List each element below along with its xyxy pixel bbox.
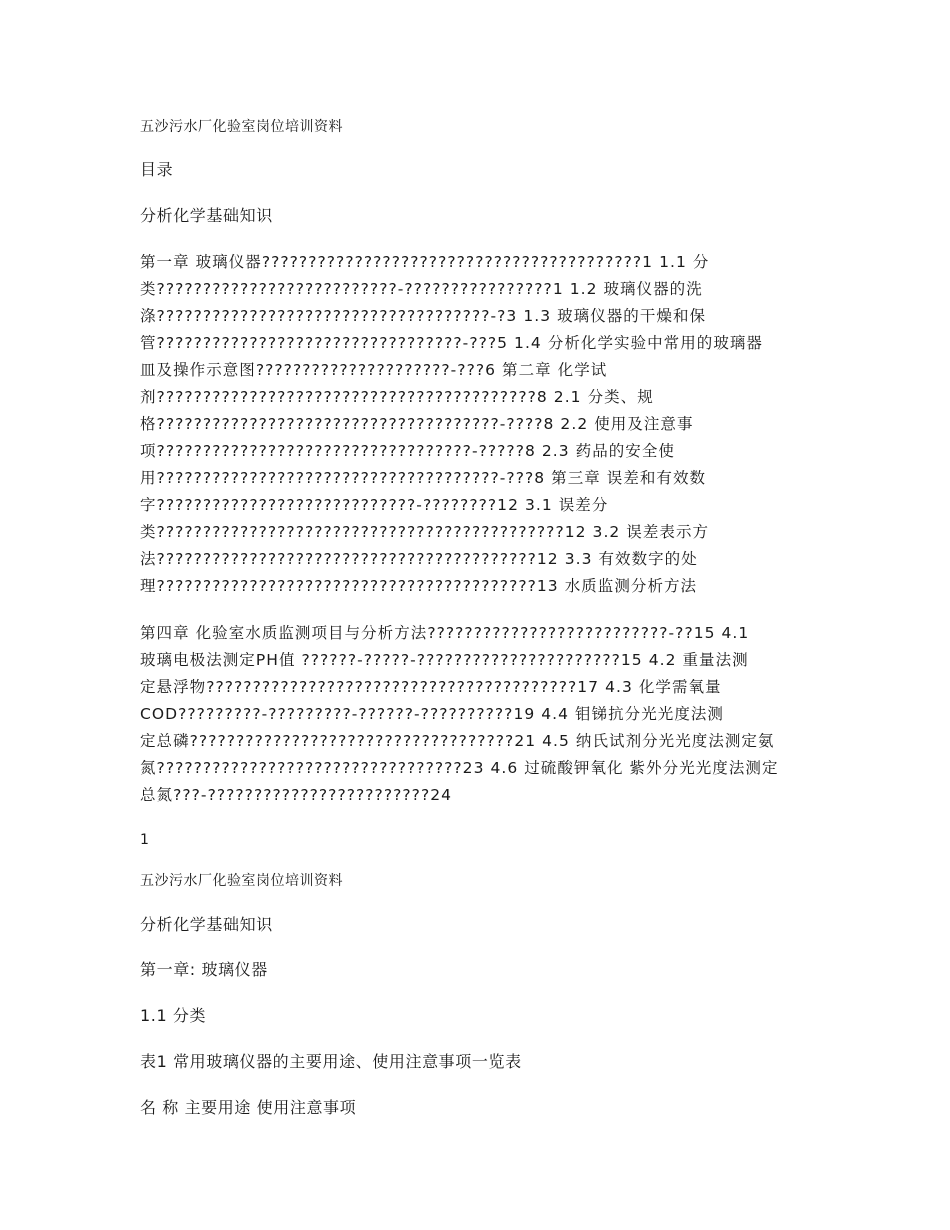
toc-line: 法?????????????????????????????????????????12 3.3 有效数字的处 xyxy=(140,550,698,568)
page-header: 五沙污水厂化验室岗位培训资料 xyxy=(140,119,343,135)
toc-line: 字????????????????????????????-????????12 3.1 误差分 xyxy=(140,496,609,514)
toc-block-2 xyxy=(140,620,779,809)
toc-block-1 xyxy=(140,249,763,600)
toc-line: 氮?????????????????????????????????23 4.6 过硫酸钾氧化 紫外分光光度法测定 xyxy=(140,759,779,777)
toc-line: COD?????????-?????????-??????-??????????19 4.4 钼锑抗分光光度法测 xyxy=(140,705,724,723)
toc-line: 玻璃电极法测定PH值 ??????-?????-??????????????????????15 4.2 重量法测 xyxy=(140,651,749,669)
toc-line: 第一章 玻璃仪器?????????????????????????????????????????1 1.1 分 xyxy=(140,253,710,271)
toc-line: 管?????????????????????????????????-???5 1.4 分析化学实验中常用的玻璃器 xyxy=(140,334,763,352)
toc-line: 涤????????????????????????????????????-?3 1.3 玻璃仪器的干燥和保 xyxy=(140,307,707,325)
subsection-title: 1.1 分类 xyxy=(140,1006,207,1025)
table-caption: 表1 常用玻璃仪器的主要用途、使用注意事项一览表 xyxy=(140,1052,522,1071)
toc-title: 目录 xyxy=(140,160,174,179)
toc-line: 定悬浮物????????????????????????????????????????17 4.3 化学需氧量 xyxy=(140,678,722,696)
toc-line: 皿及操作示意图?????????????????????-???6 第二章 化学试 xyxy=(140,361,608,379)
table-header-row: 名 称 主要用途 使用注意事项 xyxy=(140,1098,357,1117)
toc-line: 类??????????????????????????-????????????????1 1.2 玻璃仪器的洗 xyxy=(140,280,703,298)
toc-line: 格?????????????????????????????????????-????8 2.2 使用及注意事 xyxy=(140,415,694,433)
toc-line: 第四章 化验室水质监测项目与分析方法??????????????????????????-??15 4.1 xyxy=(140,624,750,642)
section-title: 分析化学基础知识 xyxy=(140,915,273,934)
toc-line: 理?????????????????????????????????????????13 水质监测分析方法 xyxy=(140,577,698,595)
toc-line: 项??????????????????????????????????-?????8 2.3 药品的安全使 xyxy=(140,442,675,460)
toc-line: 定总磷???????????????????????????????????21 4.5 纳氏试剂分光光度法测定氨 xyxy=(140,732,775,750)
section-title: 分析化学基础知识 xyxy=(140,206,273,225)
toc-line: 用?????????????????????????????????????-???8 第三章 误差和有效数 xyxy=(140,469,707,487)
page-number: 1 xyxy=(140,832,150,848)
page-header: 五沙污水厂化验室岗位培训资料 xyxy=(140,873,343,889)
toc-line: 类????????????????????????????????????????????12 3.2 误差表示方 xyxy=(140,523,710,541)
chapter-title: 第一章: 玻璃仪器 xyxy=(140,960,268,979)
toc-line: 总氮???-????????????????????????24 xyxy=(140,786,453,804)
toc-line: 剂?????????????????????????????????????????8 2.1 分类、规 xyxy=(140,388,654,406)
